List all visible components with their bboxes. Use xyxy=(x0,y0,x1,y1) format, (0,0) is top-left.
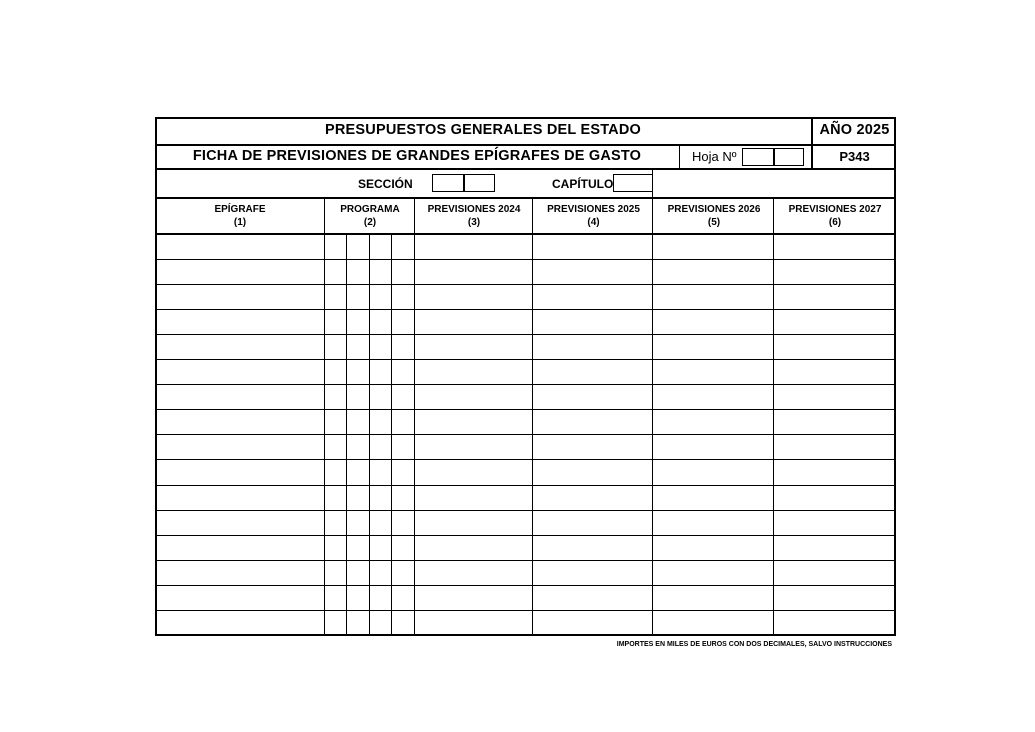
table-cell-p2025[interactable] xyxy=(533,334,652,359)
table-cell-p2024[interactable] xyxy=(415,611,532,636)
table-cell-p2027[interactable] xyxy=(774,360,895,385)
table-cell-programa[interactable] xyxy=(325,259,346,284)
table-cell-epigrafe[interactable] xyxy=(156,234,324,259)
table-cell-programa[interactable] xyxy=(370,485,391,510)
table-cell-p2026[interactable] xyxy=(653,309,773,334)
table-cell-programa[interactable] xyxy=(370,234,391,259)
table-cell-epigrafe[interactable] xyxy=(156,585,324,610)
table-cell-programa[interactable] xyxy=(392,560,414,585)
form-year: AÑO 2025 xyxy=(819,122,890,138)
row-divider xyxy=(155,384,896,385)
table-cell-p2025[interactable] xyxy=(533,284,652,309)
table-cell-programa[interactable] xyxy=(347,410,369,435)
table-cell-programa[interactable] xyxy=(325,535,346,560)
table-cell-programa[interactable] xyxy=(370,309,391,334)
table-cell-p2026[interactable] xyxy=(653,535,773,560)
table-cell-p2027[interactable] xyxy=(774,309,895,334)
footer-note: IMPORTES EN MILES DE EUROS CON DOS DECIMALES, SALVO INSTRUCCIONES xyxy=(616,641,892,648)
row-divider xyxy=(155,610,896,611)
table-cell-epigrafe[interactable] xyxy=(156,385,324,410)
table-cell-epigrafe[interactable] xyxy=(156,259,324,284)
table-cell-programa[interactable] xyxy=(347,510,369,535)
table-cell-p2027[interactable] xyxy=(774,560,895,585)
table-cell-programa[interactable] xyxy=(325,284,346,309)
table-cell-p2027[interactable] xyxy=(774,460,895,485)
table-cell-p2026[interactable] xyxy=(653,585,773,610)
table-cell-p2024[interactable] xyxy=(415,485,532,510)
table-cell-programa[interactable] xyxy=(325,234,346,259)
table-cell-p2027[interactable] xyxy=(774,334,895,359)
table-cell-programa[interactable] xyxy=(392,611,414,636)
column-header-previsiones-2026: PREVISIONES 2026 (5) xyxy=(667,204,761,228)
table-cell-p2025[interactable] xyxy=(533,360,652,385)
table-cell-p2027[interactable] xyxy=(774,435,895,460)
table-cell-p2026[interactable] xyxy=(653,485,773,510)
table-cell-p2025[interactable] xyxy=(533,460,652,485)
table-cell-programa[interactable] xyxy=(392,234,414,259)
table-cell-epigrafe[interactable] xyxy=(156,334,324,359)
table-cell-programa[interactable] xyxy=(392,334,414,359)
table-cell-p2024[interactable] xyxy=(415,284,532,309)
table-cell-p2024[interactable] xyxy=(415,535,532,560)
table-cell-programa[interactable] xyxy=(325,309,346,334)
row-divider xyxy=(155,585,896,586)
table-cell-programa[interactable] xyxy=(392,259,414,284)
table-cell-programa[interactable] xyxy=(370,410,391,435)
column-header-epigrafe: EPÍGRAFE (1) xyxy=(214,204,266,228)
table-cell-p2025[interactable] xyxy=(533,585,652,610)
table-cell-p2025[interactable] xyxy=(533,485,652,510)
table-cell-p2025[interactable] xyxy=(533,611,652,636)
table-cell-p2024[interactable] xyxy=(415,560,532,585)
table-cell-p2026[interactable] xyxy=(653,385,773,410)
table-cell-programa[interactable] xyxy=(347,284,369,309)
table-cell-p2027[interactable] xyxy=(774,410,895,435)
divider xyxy=(155,168,896,170)
table-cell-p2024[interactable] xyxy=(415,385,532,410)
table-cell-p2024[interactable] xyxy=(415,585,532,610)
table-cell-p2025[interactable] xyxy=(533,510,652,535)
table-cell-p2024[interactable] xyxy=(415,259,532,284)
form-code: P343 xyxy=(839,149,870,164)
table-cell-programa[interactable] xyxy=(392,435,414,460)
column-header-previsiones-2025: PREVISIONES 2025 (4) xyxy=(547,204,640,228)
table-cell-programa[interactable] xyxy=(325,611,346,636)
table-cell-p2024[interactable] xyxy=(415,410,532,435)
table-cell-p2027[interactable] xyxy=(774,234,895,259)
table-cell-p2026[interactable] xyxy=(653,460,773,485)
sheet-number-field[interactable] xyxy=(742,148,804,166)
column-header-previsiones-2024: PREVISIONES 2024 (3) xyxy=(427,204,521,228)
table-cell-programa[interactable] xyxy=(370,460,391,485)
table-cell-programa[interactable] xyxy=(325,460,346,485)
table-cell-p2024[interactable] xyxy=(415,435,532,460)
table-cell-programa[interactable] xyxy=(347,385,369,410)
table-cell-programa[interactable] xyxy=(370,334,391,359)
table-cell-p2024[interactable] xyxy=(415,234,532,259)
table-cell-p2027[interactable] xyxy=(774,259,895,284)
table-cell-p2027[interactable] xyxy=(774,485,895,510)
row-divider xyxy=(155,409,896,410)
table-cell-programa[interactable] xyxy=(325,360,346,385)
table-cell-programa[interactable] xyxy=(370,435,391,460)
table-cell-programa[interactable] xyxy=(325,334,346,359)
table-cell-programa[interactable] xyxy=(347,585,369,610)
table-cell-programa[interactable] xyxy=(370,611,391,636)
table-cell-p2025[interactable] xyxy=(533,535,652,560)
table-cell-programa[interactable] xyxy=(392,284,414,309)
table-cell-epigrafe[interactable] xyxy=(156,535,324,560)
table-cell-programa[interactable] xyxy=(325,510,346,535)
divider xyxy=(679,145,680,169)
table-cell-p2025[interactable] xyxy=(533,309,652,334)
table-cell-p2026[interactable] xyxy=(653,611,773,636)
table-cell-programa[interactable] xyxy=(347,435,369,460)
table-cell-p2027[interactable] xyxy=(774,385,895,410)
table-cell-programa[interactable] xyxy=(325,385,346,410)
table-cell-programa[interactable] xyxy=(370,284,391,309)
table-cell-programa[interactable] xyxy=(370,385,391,410)
table-cell-epigrafe[interactable] xyxy=(156,485,324,510)
row-divider xyxy=(155,284,896,285)
table-cell-programa[interactable] xyxy=(370,585,391,610)
table-cell-p2025[interactable] xyxy=(533,259,652,284)
table-cell-p2026[interactable] xyxy=(653,560,773,585)
table-cell-programa[interactable] xyxy=(392,410,414,435)
table-cell-programa[interactable] xyxy=(392,460,414,485)
table-cell-p2027[interactable] xyxy=(774,510,895,535)
table-cell-p2027[interactable] xyxy=(774,535,895,560)
table-cell-epigrafe[interactable] xyxy=(156,284,324,309)
table-cell-p2026[interactable] xyxy=(653,435,773,460)
table-cell-p2025[interactable] xyxy=(533,385,652,410)
row-divider xyxy=(155,334,896,335)
table-cell-p2026[interactable] xyxy=(653,410,773,435)
table-cell-programa[interactable] xyxy=(347,485,369,510)
sheet-label: Hoja Nº xyxy=(692,149,737,164)
table-cell-epigrafe[interactable] xyxy=(156,460,324,485)
table-cell-programa[interactable] xyxy=(325,435,346,460)
table-cell-p2027[interactable] xyxy=(774,284,895,309)
table-cell-programa[interactable] xyxy=(347,560,369,585)
table-cell-epigrafe[interactable] xyxy=(156,560,324,585)
table-cell-programa[interactable] xyxy=(325,410,346,435)
table-cell-programa[interactable] xyxy=(325,560,346,585)
table-cell-epigrafe[interactable] xyxy=(156,435,324,460)
table-cell-programa[interactable] xyxy=(347,259,369,284)
table-cell-p2027[interactable] xyxy=(774,585,895,610)
table-cell-programa[interactable] xyxy=(392,485,414,510)
table-cell-programa[interactable] xyxy=(347,309,369,334)
row-divider xyxy=(155,459,896,460)
table-cell-programa[interactable] xyxy=(347,460,369,485)
table-cell-programa[interactable] xyxy=(370,510,391,535)
table-cell-p2025[interactable] xyxy=(533,435,652,460)
row-divider xyxy=(155,359,896,360)
table-cell-p2026[interactable] xyxy=(653,360,773,385)
table-cell-programa[interactable] xyxy=(370,360,391,385)
row-divider xyxy=(155,309,896,310)
form-subtitle: FICHA DE PREVISIONES DE GRANDES EPÍGRAFES DE GASTO xyxy=(192,148,642,164)
table-cell-p2024[interactable] xyxy=(415,460,532,485)
table-cell-programa[interactable] xyxy=(347,234,369,259)
table-cell-p2024[interactable] xyxy=(415,309,532,334)
column-header-programa: PROGRAMA (2) xyxy=(340,204,400,228)
row-divider xyxy=(155,259,896,260)
row-divider xyxy=(155,434,896,435)
divider xyxy=(155,197,896,199)
table-cell-programa[interactable] xyxy=(325,485,346,510)
table-cell-programa[interactable] xyxy=(347,360,369,385)
table-cell-programa[interactable] xyxy=(347,535,369,560)
table-cell-epigrafe[interactable] xyxy=(156,510,324,535)
table-cell-p2026[interactable] xyxy=(653,334,773,359)
table-cell-programa[interactable] xyxy=(370,259,391,284)
table-cell-programa[interactable] xyxy=(392,385,414,410)
table-cell-programa[interactable] xyxy=(392,535,414,560)
chapter-field[interactable] xyxy=(613,174,653,192)
row-divider xyxy=(155,535,896,536)
table-cell-epigrafe[interactable] xyxy=(156,410,324,435)
table-cell-p2024[interactable] xyxy=(415,360,532,385)
table-cell-epigrafe[interactable] xyxy=(156,309,324,334)
column-header-previsiones-2027: PREVISIONES 2027 (6) xyxy=(788,204,882,228)
table-cell-p2027[interactable] xyxy=(774,611,895,636)
table-cell-p2024[interactable] xyxy=(415,510,532,535)
table-cell-programa[interactable] xyxy=(392,585,414,610)
table-cell-programa[interactable] xyxy=(347,611,369,636)
table-cell-programa[interactable] xyxy=(392,510,414,535)
table-cell-p2025[interactable] xyxy=(533,560,652,585)
table-cell-p2025[interactable] xyxy=(533,234,652,259)
table-cell-programa[interactable] xyxy=(370,535,391,560)
section-field[interactable] xyxy=(432,174,495,192)
table-cell-programa[interactable] xyxy=(347,334,369,359)
table-cell-p2025[interactable] xyxy=(533,410,652,435)
row-divider xyxy=(155,560,896,561)
table-cell-programa[interactable] xyxy=(370,560,391,585)
table-cell-programa[interactable] xyxy=(392,360,414,385)
table-cell-programa[interactable] xyxy=(392,309,414,334)
section-label: SECCIÓN xyxy=(358,177,413,191)
table-cell-programa[interactable] xyxy=(325,585,346,610)
table-cell-p2026[interactable] xyxy=(653,259,773,284)
table-cell-p2026[interactable] xyxy=(653,234,773,259)
table-cell-p2026[interactable] xyxy=(653,284,773,309)
table-cell-p2024[interactable] xyxy=(415,334,532,359)
chapter-label: CAPÍTULO xyxy=(552,177,614,191)
table-cell-p2026[interactable] xyxy=(653,510,773,535)
row-divider xyxy=(155,485,896,486)
table-cell-epigrafe[interactable] xyxy=(156,360,324,385)
table-cell-epigrafe[interactable] xyxy=(156,611,324,636)
row-divider xyxy=(155,510,896,511)
form-title: PRESUPUESTOS GENERALES DEL ESTADO xyxy=(325,122,641,138)
